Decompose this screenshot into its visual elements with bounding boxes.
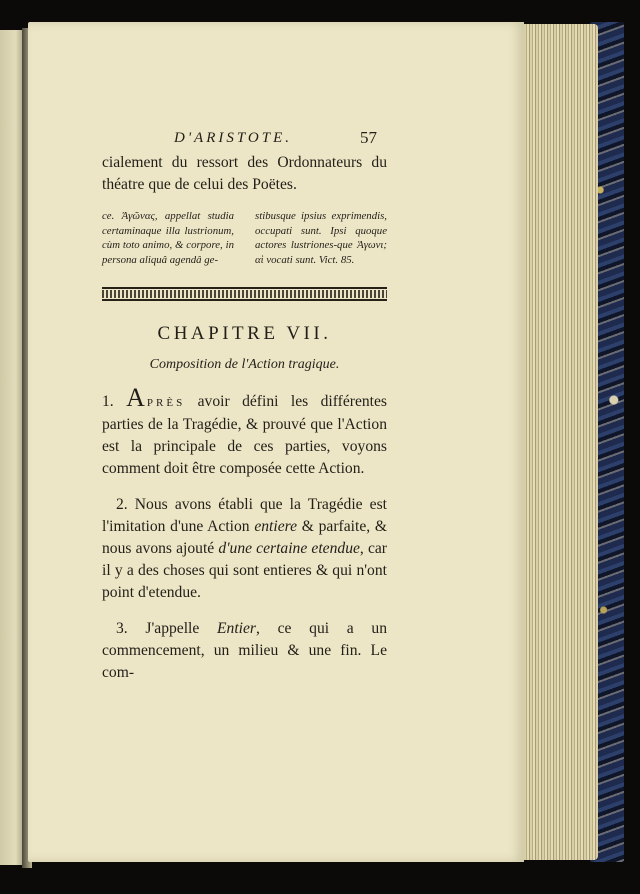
paragraph-3-italic-a: Entier [217, 620, 256, 638]
intro-line-2: théatre que de celui des Poëtes. [102, 175, 297, 193]
intro-line-1: cialement du ressort des Ordonnateurs du [102, 154, 387, 171]
intro-text [102, 152, 387, 195]
paragraph-3-text-a: 3. J'appelle [116, 620, 218, 638]
running-head [102, 130, 387, 152]
footnote-right: stibusque ipsius exprimendis, occupati sunt. Ipsi quoque actores lustriones-que Ἀγωνι; αὶ vocati sunt. Vict. 85. [255, 210, 387, 266]
small-caps-word: PRÈS [146, 397, 186, 410]
paragraph-3 [102, 618, 387, 684]
paragraph-3-text-b: , ce qui a un commencement, un milieu & une fin. Le com- [102, 620, 387, 682]
paragraph-1-number: 1. [102, 393, 114, 411]
chapter-subtitle: Composition de l'Action tragique. [149, 357, 340, 373]
page-content [102, 130, 387, 684]
ornamental-rule [102, 287, 387, 301]
paragraph-2-italic-b: d'une certaine etendue [218, 540, 360, 558]
chapter-heading: CHAPITRE VII. [157, 323, 332, 345]
paragraph-2-text-c: , car il y a des choses qui sont entieres & qui n'ont point d'etendue. [102, 540, 388, 602]
footnotes [102, 209, 387, 267]
page-edges [518, 24, 598, 860]
running-head-title: D'ARISTOTE. [174, 130, 293, 146]
paragraph-2-text-a: 2. Nous avons établi que la Tragédie est l'imitation d'une Action [102, 496, 387, 536]
paragraph-2-italic-a: entiere [254, 518, 298, 536]
footnote-left: ce. Ἀγῶνας, appellat studia certaminaque illa lustrionum, cùm toto animo, & corpore, in persona aliquâ agendâ ge- [102, 210, 234, 266]
drop-cap: A [126, 383, 147, 413]
paragraph-2-text-b: & parfaite, & nous avons ajouté [102, 518, 387, 558]
paragraph-1 [102, 383, 387, 480]
paragraph-2 [102, 494, 387, 604]
paragraph-1-text: avoir défini les différentes parties de la Tragédie, & prouvé que l'Action est la principale de ces parties, voyons comment doit être composée cette Action. [102, 393, 387, 478]
page-number: 57 [360, 128, 377, 147]
